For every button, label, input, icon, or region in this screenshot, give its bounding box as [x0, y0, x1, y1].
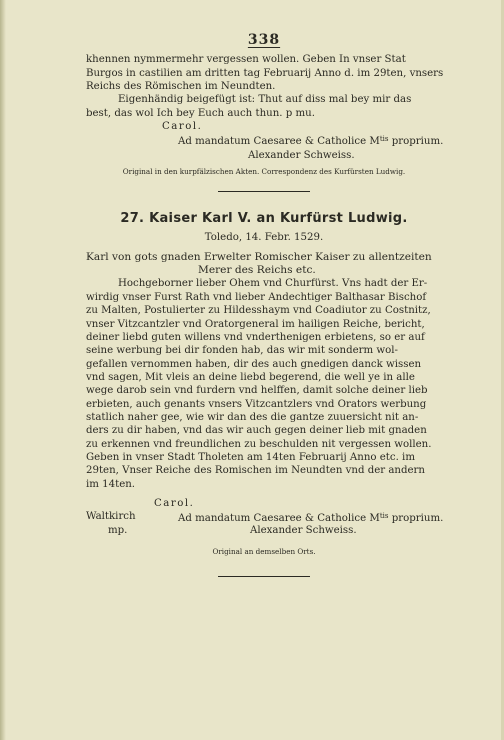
- mandate-superscript: tis: [379, 135, 389, 144]
- text-line: best, das wol Ich bey Euch auch thun. p mu.: [86, 107, 315, 119]
- mandate-end: proprium.: [388, 136, 444, 148]
- source-note: Original in den kurpfälzischen Akten. Correspondenz des Kurfürsten Ludwig.: [122, 167, 406, 177]
- page-content: [86, 34, 442, 577]
- text-line: ders zu dir haben, vnd das wir auch gegen deiner lieb mit gnaden: [86, 425, 427, 437]
- text-line: deiner liebd guten willens vnd vnderthenigen erbietens, so er auf: [86, 331, 425, 343]
- countersigner-name: Waltkirch: [86, 511, 136, 523]
- secretary-name: Alexander Schweiss.: [250, 524, 357, 536]
- text-line: Eigenhändig beigefügt ist: Thut auf diss mal bey mir das: [118, 94, 412, 106]
- signature-row: [86, 497, 442, 510]
- text-line: Hochgeborner lieber Ohem vnd Churfürst. Vns hadt der Er-: [118, 278, 428, 290]
- mandate-line: [86, 133, 442, 148]
- signature-name: Carol.: [162, 121, 203, 133]
- source-note: Original an demselben Orts.: [212, 547, 316, 556]
- paragraph-postscript: [86, 93, 442, 120]
- text-line: vnser Vitzcantzler vnd Oratorgeneral im hailigen Reiche, bericht,: [86, 318, 425, 330]
- text-line: khennen nymmermehr vergessen wollen. Geben In vnser Stat: [86, 54, 406, 66]
- text-line: im 14ten.: [86, 478, 136, 490]
- text-line: erbieten, auch genants vnsers Vitzcantzlers vnd Orators werbung: [86, 398, 427, 410]
- text-line: vnd sagen, Mit vleis an deine liebd begerend, die well ye in alle: [86, 371, 415, 383]
- paragraph-closing: [86, 53, 442, 93]
- signature-block-1: [86, 120, 442, 162]
- text-line: seine werbung bei dir fonden hab, das wir mit sonderm wol-: [86, 345, 398, 357]
- mandate-text: Ad mandatum Caesaree & Catholice M: [178, 136, 380, 148]
- text-line: Burgos in castilien am dritten tag Februarij Anno d. im 29ten, vnsers: [86, 67, 444, 79]
- letter-body: [86, 277, 442, 491]
- text-line: wirdig vnser Furst Rath vnd lieber Andechtiger Balthasar Bischof: [86, 291, 427, 303]
- text-line: gefallen vernommen haben, dir des auch gnedigen danck wissen: [86, 358, 422, 370]
- mandate-superscript: tis: [379, 512, 389, 521]
- document-heading: 27. Kaiser Karl V. an Kurfürst Ludwig.: [120, 211, 408, 227]
- signature-row: [86, 510, 442, 523]
- secretary-name: Alexander Schweiss.: [248, 149, 355, 161]
- text-line: Merer des Reichs etc.: [198, 264, 316, 277]
- signature-block-2: [86, 497, 442, 537]
- dateline: Toledo, 14. Febr. 1529.: [204, 232, 324, 244]
- opening-formula: [86, 251, 442, 278]
- divider-rule: [218, 576, 310, 577]
- text-line: Karl von gots gnaden Erwelter Romischer Kaiser zu allentzeiten: [86, 250, 432, 263]
- text-line: zu erkennen vnd freundlichen zu beschulden nit vergessen wollen.: [86, 438, 432, 450]
- divider-rule: [218, 191, 310, 192]
- signature-row: [86, 524, 442, 537]
- page-gutter: [0, 0, 6, 740]
- text-line: wege darob sein vnd furdern vnd helffen, damit solche deiner lieb: [86, 385, 428, 397]
- text-line: Geben in vnser Stadt Tholeten am 14ten Februarij Anno etc. im: [86, 451, 415, 463]
- text-line: zu Malten, Postulierter zu Hildesshaym vnd Coadiutor zu Costnitz,: [86, 305, 431, 317]
- mandate-text: Ad mandatum Caesaree & Catholice M: [178, 513, 380, 525]
- text-line: Reichs des Römischen im Neundten.: [86, 81, 276, 93]
- countersigner-mark: mp.: [108, 524, 128, 536]
- mandate-end: proprium.: [388, 513, 444, 525]
- signature-name: Carol.: [154, 497, 195, 509]
- page-number: 338: [247, 32, 281, 48]
- text-line: 29ten, Vnser Reiche des Romischen im Neundten vnd der andern: [86, 465, 425, 477]
- text-line: statlich naher gee, wie wir dan des die gantze zuuersicht nit an-: [86, 411, 419, 423]
